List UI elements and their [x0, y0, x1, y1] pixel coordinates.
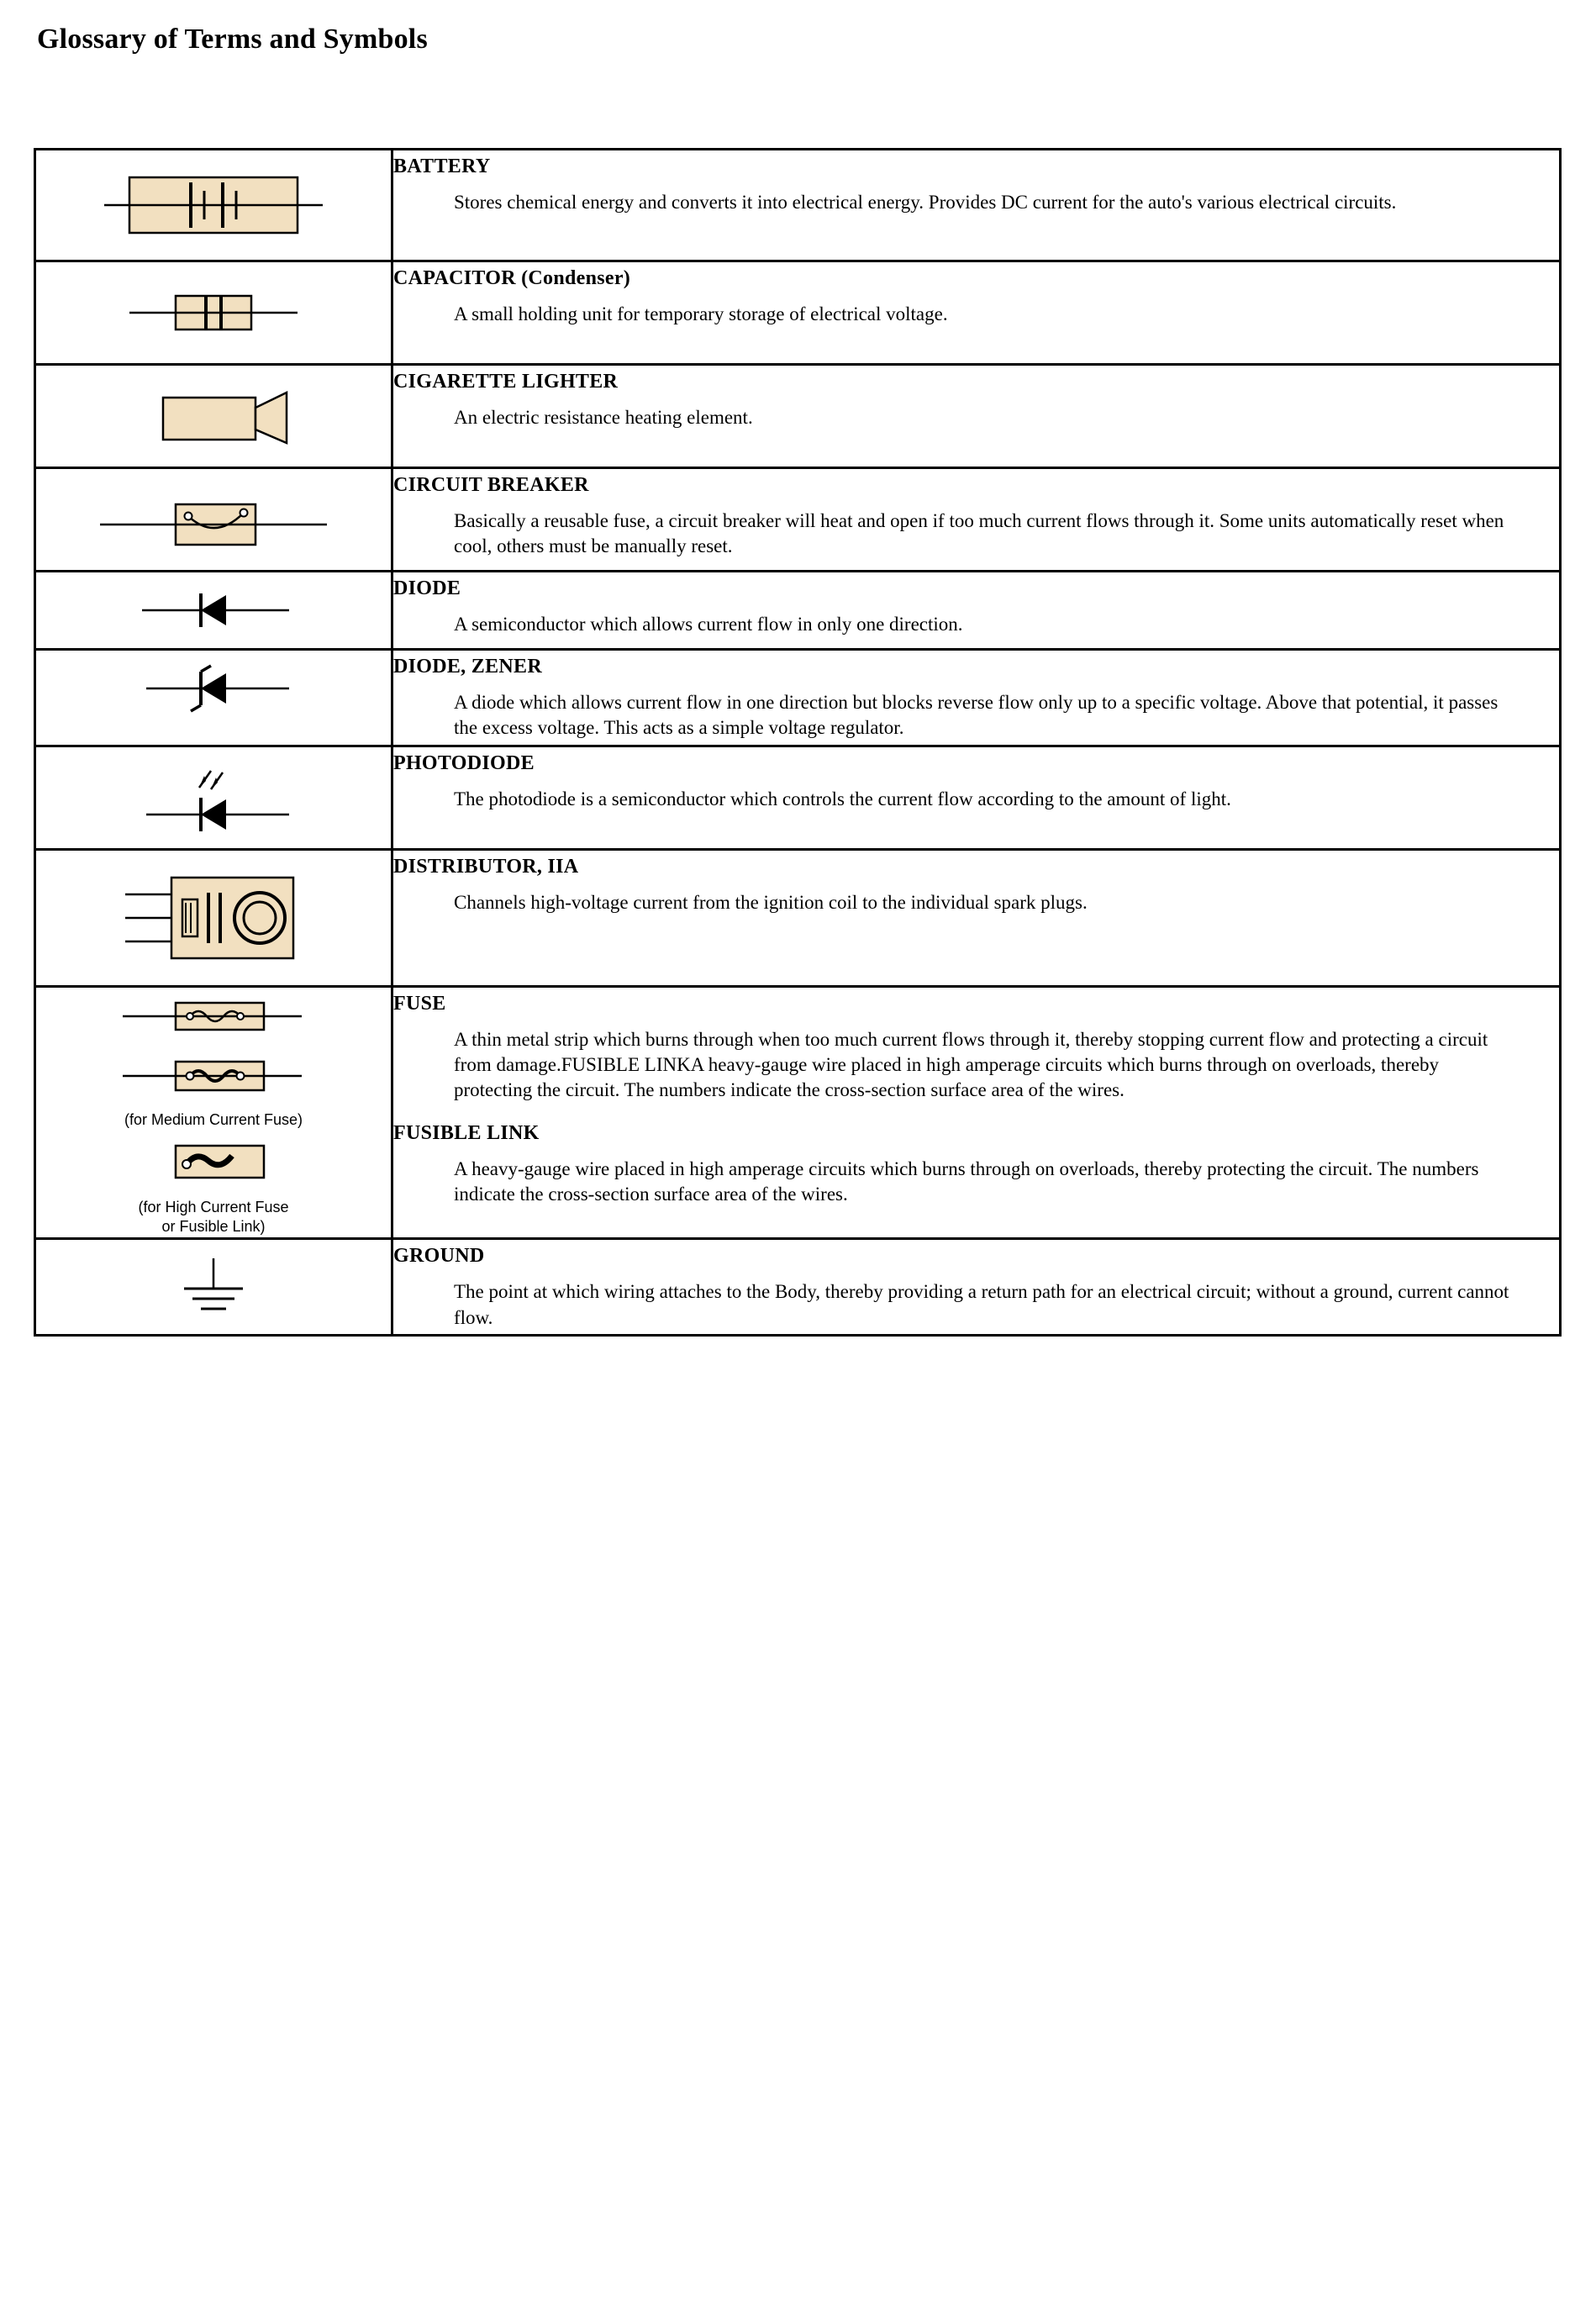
symbol-cell — [35, 150, 392, 261]
symbol-cell — [35, 572, 392, 650]
zener-diode-symbol — [36, 651, 391, 726]
fuse-symbol — [36, 988, 391, 1238]
fusible-link-symbol — [87, 1131, 340, 1193]
photodiode-symbol — [36, 747, 391, 848]
table-row — [35, 986, 1561, 1239]
symbol-cell — [35, 365, 392, 468]
term-description: Stores chemical energy and converts it into electrical energy. Provides DC current for the auto's various electrical circuits. — [454, 192, 1397, 213]
term-heading: GROUND — [393, 1245, 485, 1268]
capacitor-symbol — [36, 262, 391, 363]
term-description: Basically a reusable fuse, a circuit breaker will heat and open if too much current flows through it. Some units automatically reset when cool, others must be manually reset. — [454, 510, 1504, 557]
glossary-table — [34, 148, 1562, 1337]
symbol-cell — [35, 650, 392, 746]
term-description: The point at which wiring attaches to the Body, thereby providing a return path for an electrical circuit; without a ground, current cannot flow. — [454, 1281, 1509, 1328]
battery-symbol — [36, 150, 391, 260]
description-cell — [392, 849, 1561, 986]
table-row — [35, 650, 1561, 746]
cigarette-lighter-symbol — [36, 366, 391, 467]
symbol-cell — [35, 468, 392, 572]
ground-symbol — [36, 1240, 391, 1332]
term-heading: DIODE — [393, 577, 461, 599]
term-description: A semiconductor which allows current flow in only one direction. — [454, 614, 963, 635]
description-cell — [392, 468, 1561, 572]
description-cell — [392, 365, 1561, 468]
table-row — [35, 468, 1561, 572]
table-row — [35, 365, 1561, 468]
term-heading: CAPACITOR (Condenser) — [393, 267, 631, 289]
description-cell — [392, 261, 1561, 365]
table-row — [35, 746, 1561, 849]
diode-symbol — [36, 572, 391, 648]
table-row — [35, 572, 1561, 650]
page-title: Glossary of Terms and Symbols — [37, 24, 428, 55]
fusible-link-caption: (for High Current Fuse or Fusible Link) — [138, 1199, 289, 1235]
term-heading: CIGARETTE LIGHTER — [393, 371, 619, 393]
term-heading: FUSE — [393, 992, 446, 1015]
term-description: The photodiode is a semiconductor which controls the current flow according to the amount of light. — [454, 788, 1231, 809]
fuse-medium-symbol — [87, 1045, 340, 1105]
term-heading: BATTERY — [393, 156, 491, 177]
table-row — [35, 1239, 1561, 1336]
description-cell — [392, 572, 1561, 650]
term-heading: CIRCUIT BREAKER — [393, 474, 589, 496]
description-cell — [392, 746, 1561, 849]
term-description: An electric resistance heating element. — [454, 407, 753, 428]
symbol-cell — [35, 261, 392, 365]
term-heading: PHOTODIODE — [393, 751, 535, 774]
description-cell — [392, 1239, 1561, 1336]
circuit-breaker-symbol — [36, 469, 391, 570]
term-heading: DISTRIBUTOR, IIA — [393, 855, 579, 878]
term-description: A thin metal strip which burns through when too much current flows through it, thereby stopping current flow and protecting a circuit from damage.FUSIBLE LINKA heavy-gauge wire placed in high amperage circuits which burns through on overloads, thereby protecting the circuit. The numbers indicate the cross-section surface area of the wires. — [454, 1028, 1488, 1101]
description-cell — [392, 150, 1561, 261]
table-row — [35, 261, 1561, 365]
table-row — [35, 150, 1561, 261]
distributor-symbol — [36, 851, 391, 985]
term-description-secondary: A heavy-gauge wire placed in high amperage circuits which burns through on overloads, thereby protecting the circuit. The numbers indicate the cross-section surface area of the wires. — [454, 1157, 1479, 1205]
symbol-cell — [35, 1239, 392, 1336]
term-description: A small holding unit for temporary storage of electrical voltage. — [454, 303, 948, 324]
term-description: A diode which allows current flow in one direction but blocks reverse flow only up to a specific voltage. Above that potential, it passes the excess voltage. This acts as a simple voltage regulator. — [454, 692, 1499, 739]
description-cell — [392, 986, 1561, 1239]
table-row — [35, 849, 1561, 986]
symbol-cell — [35, 746, 392, 849]
term-heading: DIODE, ZENER — [393, 656, 542, 678]
fuse-small-symbol — [87, 988, 340, 1043]
term-heading-secondary: FUSIBLE LINK — [393, 1121, 540, 1144]
symbol-cell — [35, 986, 392, 1239]
term-description: Channels high-voltage current from the ignition coil to the individual spark plugs. — [454, 891, 1088, 913]
fuse-medium-caption: (for Medium Current Fuse) — [124, 1110, 303, 1128]
symbol-cell — [35, 849, 392, 986]
description-cell — [392, 650, 1561, 746]
